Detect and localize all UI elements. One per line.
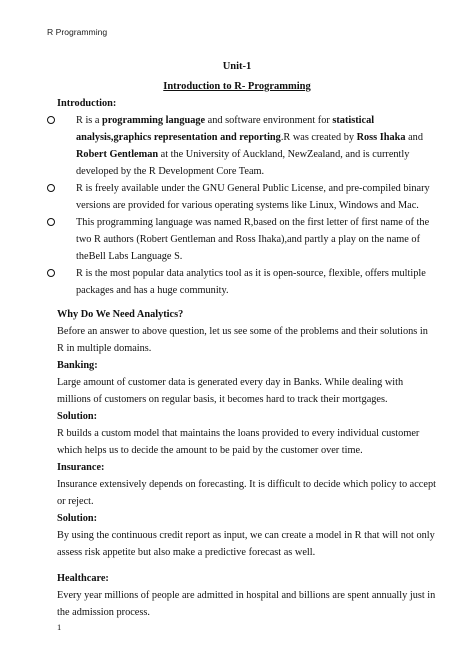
list-item	[66, 265, 437, 299]
running-header: R Programming	[47, 27, 108, 37]
analytics-section	[57, 306, 437, 561]
page-number: 1	[57, 622, 62, 632]
hollow-bullet-icon	[47, 116, 55, 124]
chapter-title: Introduction to R- Programming	[163, 81, 311, 92]
analytics-intro-paragraph: Before an answer to above question, let us see some of the problems and their solutions in R in multiple domains.	[57, 326, 428, 354]
introduction-bullet-list	[66, 112, 437, 299]
hollow-bullet-icon	[47, 269, 55, 277]
insurance-heading: Insurance:	[57, 462, 105, 473]
healthcare-paragraph: Every year millions of people are admitted in hospital and billions are spent annually just in the admission process.	[57, 590, 436, 618]
bullet-text: R is freely available under the GNU General Public License, and pre-compiled binary versions are provided for various operating systems like Linux, Windows and Mac.	[76, 183, 430, 211]
bullet-text: This programming language was named R,based on the first letter of first name of the two R authors (Robert Gentleman and Ross Ihaka),and partly a play on the name of theBell Labs Language S.	[76, 217, 430, 262]
solution-paragraph: By using the continuous credit report as input, we can create a model in R that will not only assess risk appetite but also make a predictive forecast as well.	[57, 530, 435, 558]
bullet-text: R is the most popular data analytics tool as it is open-source, flexible, offers multiple packages and has a huge community.	[76, 268, 426, 296]
solution-heading: Solution:	[57, 411, 98, 422]
healthcare-section	[57, 570, 437, 621]
bullet-text: and software environment for	[205, 115, 333, 126]
list-item	[66, 112, 437, 180]
bullet-text: .R was created by	[280, 132, 357, 143]
bullet-text: R is a	[76, 115, 103, 126]
list-item	[66, 180, 437, 214]
bullet-text: and	[405, 132, 423, 143]
solution-heading: Solution:	[57, 513, 98, 524]
introduction-heading: Introduction:	[57, 98, 117, 109]
banking-heading: Banking:	[57, 360, 98, 371]
bold-term: Ross Ihaka	[356, 132, 406, 143]
unit-title: Unit-1	[222, 61, 252, 72]
introduction-section	[57, 95, 437, 299]
list-item	[66, 214, 437, 265]
healthcare-heading: Healthcare:	[57, 573, 109, 584]
insurance-paragraph: Insurance extensively depends on forecasting. It is difficult to decide which policy to accept or reject.	[57, 479, 436, 507]
hollow-bullet-icon	[47, 218, 55, 226]
bullet-text: at the University of Auckland, NewZealand, and is currently developed by the R Development Core Team.	[76, 149, 410, 177]
bold-term: statistical analysis,graphics representation and reporting	[76, 115, 375, 143]
solution-paragraph: R builds a custom model that maintains the loans provided to every individual customer which helps us to decide the amount to be paid by the customer over time.	[57, 428, 420, 456]
hollow-bullet-icon	[47, 184, 55, 192]
analytics-heading: Why Do We Need Analytics?	[57, 309, 184, 320]
banking-paragraph: Large amount of customer data is generated every day in Banks. While dealing with millions of customers on regular basis, it becomes hard to track their mortgages.	[57, 377, 404, 405]
bold-term: Robert Gentleman	[76, 149, 159, 160]
bold-term: programming language	[102, 115, 206, 126]
